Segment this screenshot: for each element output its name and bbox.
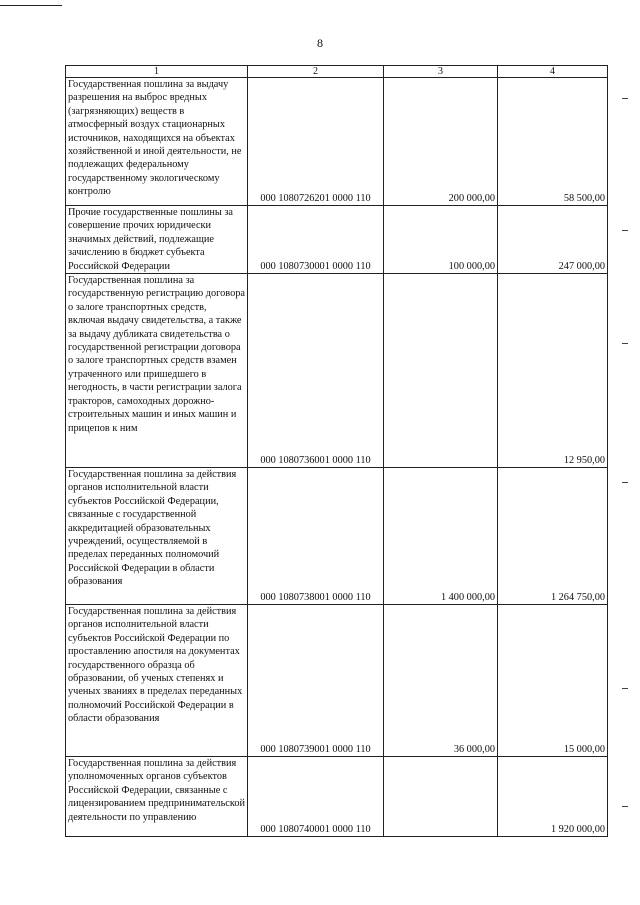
- margin-mark: [622, 688, 628, 689]
- margin-mark: [622, 482, 628, 483]
- table-row: [66, 274, 608, 468]
- row-amount-actual: 15 000,00: [498, 605, 608, 757]
- row-name: Государственная пошлина за действия уполномоченных органов субъектов Российской Федерации, связанные с лицензированием предпринимательской деятельности по управлению: [66, 757, 248, 837]
- column-header: 2: [248, 66, 384, 78]
- row-amount-plan: 200 000,00: [384, 78, 498, 206]
- row-amount-actual: 58 500,00: [498, 78, 608, 206]
- revenue-table: [65, 65, 608, 837]
- row-code: 000 1080730001 0000 110: [248, 206, 384, 274]
- row-code: 000 1080740001 0000 110: [248, 757, 384, 837]
- row-amount-plan: 36 000,00: [384, 605, 498, 757]
- row-amount-plan: 100 000,00: [384, 206, 498, 274]
- margin-mark: [622, 806, 628, 807]
- row-amount-plan: [384, 274, 498, 468]
- top-rule: [0, 5, 62, 6]
- row-name: Прочие государственные пошлины за совершение прочих юридически значимых действий, подлежащие зачислению в бюджет субъекта Российской Федерации: [66, 206, 248, 274]
- margin-mark: [622, 230, 628, 231]
- margin-mark: [622, 98, 628, 99]
- row-amount-plan: 1 400 000,00: [384, 468, 498, 605]
- column-header: 3: [384, 66, 498, 78]
- row-amount-plan: [384, 757, 498, 837]
- margin-mark: [622, 343, 628, 344]
- table-row: [66, 468, 608, 605]
- table-row: [66, 206, 608, 274]
- row-name: Государственная пошлина за действия органов исполнительной власти субъектов Российской Федерации по проставлению апостиля на документах государственного образца об образовании, об ученых степенях и ученых званиях в пределах переданных полномочий Российской Федерации в области образования: [66, 605, 248, 757]
- row-amount-actual: 247 000,00: [498, 206, 608, 274]
- table-row: [66, 605, 608, 757]
- row-amount-actual: 1 920 000,00: [498, 757, 608, 837]
- row-amount-actual: 1 264 750,00: [498, 468, 608, 605]
- row-name: Государственная пошлина за выдачу разрешения на выброс вредных (загрязняющих) веществ в атмосферный воздух стационарных источников, находящихся на объектах хозяйственной и иной деятельности, не подлежащих федеральному государственному экологическому контролю: [66, 78, 248, 206]
- row-name: Государственная пошлина за действия органов исполнительной власти субъектов Российской Федерации, связанные с государственной аккредитацией образовательных учреждений, осуществляемой в пределах переданных полномочий Российской Федерации в области образования: [66, 468, 248, 605]
- row-amount-actual: 12 950,00: [498, 274, 608, 468]
- table-header-row: [66, 66, 608, 78]
- page-number: 8: [317, 36, 323, 50]
- row-code: 000 1080738001 0000 110: [248, 468, 384, 605]
- column-header: 1: [66, 66, 248, 78]
- table-row: [66, 78, 608, 206]
- row-name: Государственная пошлина за государственную регистрацию договора о залоге транспортных средств, включая выдачу свидетельства, а также за выдачу дубликата свидетельства о государственной регистрации договора о залоге транспортных средств взамен утраченного или пришедшего в негодность, в части регистрации залога тракторов, самоходных дорожно-строительных машин и иных машин и прицепов к ним: [66, 274, 248, 468]
- column-header: 4: [498, 66, 608, 78]
- row-code: 000 1080739001 0000 110: [248, 605, 384, 757]
- row-code: 000 1080726201 0000 110: [248, 78, 384, 206]
- table-row: [66, 757, 608, 837]
- row-code: 000 1080736001 0000 110: [248, 274, 384, 468]
